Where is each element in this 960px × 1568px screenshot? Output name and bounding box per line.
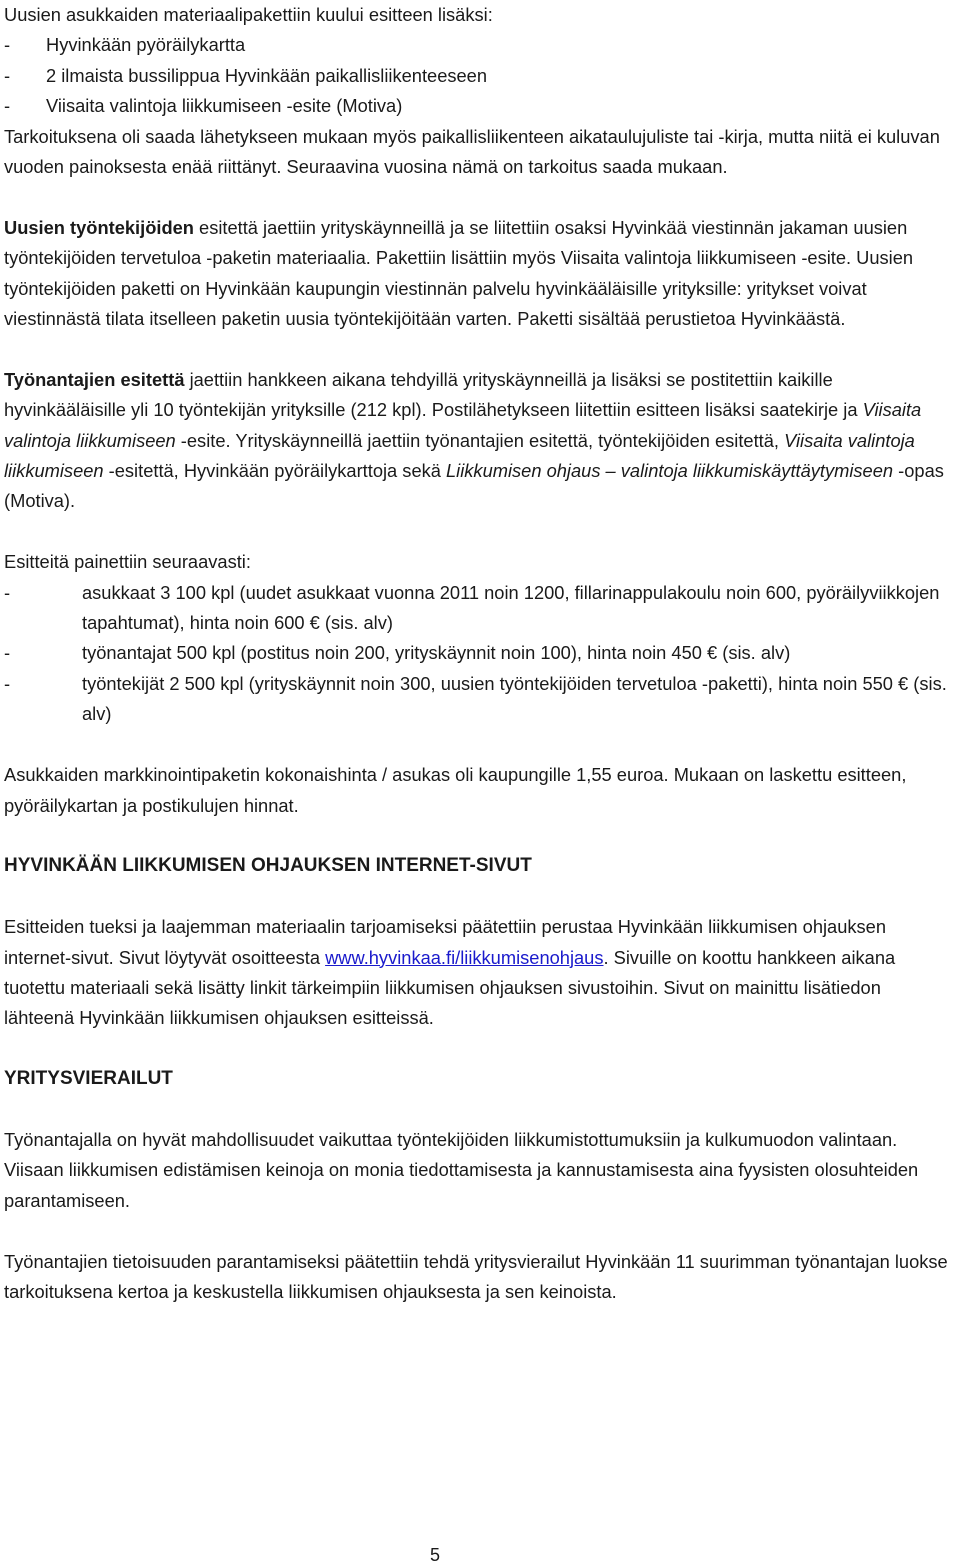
document-page — [4, 0, 954, 1307]
internet-paragraph: Esitteiden tueksi ja laajemman materiaalin tarjoamiseksi päätettiin perustaa Hyvinkään liikkumisen ohjauksen internet-sivut. Sivut löytyvät osoitteesta www.hyvinkaa.fi/liikkumisenohjaus. Sivuille on koottu hankkeen aikana tuotettu materiaali sekä lisätty linkit tärkeimpiin liikkumisen ohjauksen sivustoihin. Sivut on mainittu lisätiedon lähteenä Hyvinkään liikkumisen ohjauksen esitteissä. — [4, 916, 896, 1029]
page-number: 5 — [430, 1545, 441, 1565]
print-summary: Asukkaiden markkinointipaketin kokonaishinta / asukas oli kaupungille 1,55 euroa. Mukaan on laskettu esitteen, pyöräilykartan ja postikulujen hinnat. — [4, 764, 907, 816]
employees-paragraph: Uusien työntekijöiden esitettä jaettiin yrityskäynneillä ja se liitettiin osaksi Hyvinkää viestinnän jakaman uusien työntekijöiden tervetuloa -paketin materiaalia. Pakettiin lisättiin myös Viisaita valintoja liikkumiseen -esite. Uusien työntekijöiden paketti on Hyvinkään kaupungin viestinnän palvelu hyvinkääläisille yrityksille: yritykset voivat viestinnästä tilata itselleen paketin uusia työntekijöitään varten. Paketti sisältää perustietoa Hyvinkäästä. — [4, 216, 914, 330]
visits-heading: YRITYSVIERAILUT — [4, 1068, 173, 1090]
intro-title: Uusien asukkaiden materiaalipakettiin kuului esitteen lisäksi: — [4, 4, 493, 25]
employers-paragraph: Työnantajien esitettä jaettiin hankkeen aikana tehdyillä yrityskäynneillä ja lisäksi se postitettiin kaikille hyvinkääläisille yli 10 työntekijän yrityksille (212 kpl). Postilähetykseen liitettiin esitteen lisäksi saatekirje ja Viisaita valintoja liikkumiseen -esite. Yrityskäynneillä jaettiin työnantajien esitettä, työntekijöiden esitettä, Viisaita valintoja liikkumiseen -esitettä, Hyvinkään pyöräilykarttoja sekä Liikkumisen ohjaus – valintoja liikkumiskäyttäytymiseen -opas (Motiva). — [4, 368, 944, 512]
list-item: - 2 ilmaista bussilippua Hyvinkään paikallisliikenteeseen — [4, 64, 488, 86]
list-item: - Hyvinkään pyöräilykartta — [4, 34, 246, 56]
list-item: - Viisaita valintoja liikkumiseen -esite (Motiva) — [4, 95, 403, 117]
list-item: - työnantajat 500 kpl (postitus noin 200, yrityskäynnit noin 100), hinta noin 450 € (sis. alv) — [4, 642, 791, 664]
visits-paragraph-1: Työnantajalla on hyvät mahdollisuudet vaikuttaa työntekijöiden liikkumistottumuksiin ja kulkumuodon valintaan. Viisaan liikkumisen edistämisen keinoja on monia tiedottamisesta ja kannustamisesta aina fyysisten olosuhteiden parantamiseen. — [4, 1128, 919, 1211]
employees-lead: Uusien työntekijöiden — [4, 216, 194, 238]
visits-paragraph-2: Työnantajien tietoisuuden parantamiseksi päätettiin tehdä yritysvierailut Hyvinkään 11 suurimman työnantajan luokse tarkoituksena kertoa ja keskustella liikkumisen ohjauksesta ja sen keinoista. — [4, 1250, 948, 1302]
internet-heading: HYVINKÄÄN LIIKKUMISEN OHJAUKSEN INTERNET-SIVUT — [4, 855, 532, 877]
print-title: Esitteitä painettiin seuraavasti: — [4, 551, 251, 573]
print-list — [4, 578, 954, 730]
list-item: - asukkaat 3 100 kpl (uudet asukkaat vuonna 2011 noin 1200, fillarinappulakoulu noin 600, pyöräilyviikkojen tapahtumat), hinta noin 600 € (sis. alv) — [4, 581, 940, 634]
intro-list — [4, 30, 954, 121]
employers-lead: Työnantajien esitettä — [4, 368, 185, 390]
list-item: - työntekijät 2 500 kpl (yrityskäynnit noin 300, uusien työntekijöiden tervetuloa -paketti), hinta noin 550 € (sis. alv) — [4, 672, 947, 725]
intro-text: Tarkoituksena oli saada lähetykseen mukaan myös paikallisliikenteen aikataulujuliste tai -kirja, mutta niitä ei kuluvan vuoden painoksesta enää riittänyt. Seuraavina vuosina nämä on tarkoitus saada mukaan. — [4, 125, 940, 178]
liikkumisenohjaus-link[interactable]: www.hyvinkaa.fi/liikkumisenohjaus — [325, 946, 604, 968]
